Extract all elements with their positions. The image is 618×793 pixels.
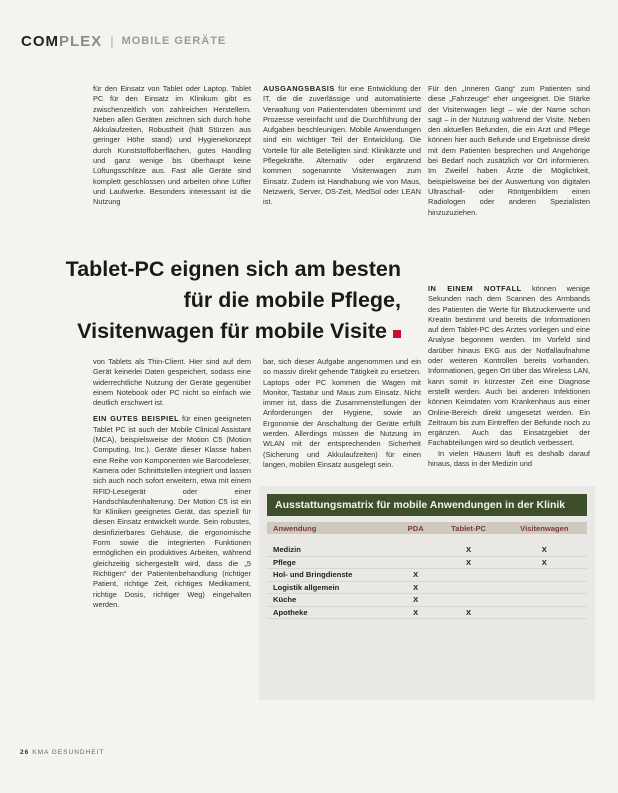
table-header-row [267, 522, 587, 534]
paragraph: für den Einsatz von Tablet oder Laptop. Tablet PC für den Einsatz im Klinikum gibt es zwischenzeitlich von zahlreichen Herstellern. Neben allen Geräten zeichnen sich durch hohe Akkulaufzeiten, Robustheit (hält Stürzen aus geringer Höhe stand) und Hygienekonzept durch Kunststoffoberflächen, gutes Handling und ganz wenige bis überhaupt keine Lüftungsschlitze aus. Fast alle Geräte sind komplett geschlossen und arbeiten ohne Lüfter und Laufwerke. Besonders interessant ist die Nutzung [93, 84, 251, 207]
column-header: Tablet-PC [436, 522, 502, 534]
matrix-cell [502, 594, 587, 607]
pull-quote-line: für die mobile Pflege, [183, 288, 401, 312]
paragraph: von Tablets als Thin-Client. Hier sind auf dem Gerät keinerlei Daten gespeichert, sodass eine widerrechtliche Nutzung der Geräte gegenüber einem Notebook oder PC nicht so einfach wie deutlich erschwert ist. [93, 357, 251, 408]
matrix-cell [396, 544, 436, 556]
column-1-top [93, 84, 251, 244]
column-header: Anwendung [267, 522, 396, 534]
page-footer [20, 749, 104, 756]
row-label: Hol- und Bringdienste [267, 569, 396, 582]
matrix-cell: X [436, 544, 502, 556]
paragraph: EIN GUTES BEISPIEL für einen geeigneten Tablet PC ist auch der Mobile Clinical Assistant (MCA), beispielsweise der Motion C5 (Motion Computing, Inc.). Geräte dieser Klasse haben eine Reihe von Komponenten wie Barcodeleser, Kamera oder Schnittstellen integriert und lassen sich auch noch sofort erweitern, etwa mit einem RFID-Lesegerät oder einer Handschlaufenhalterung. Der Motion C5 ist ein für Kliniken geeignetes Gerät, das speziell für diesen Einsatz entwickelt wurde. Sein robustes, desinfizierbares Gehäuse, die ergonomische Form sowie die integrierten Funktionen ermöglichen ein produktives Arbeiten, während gleichzeitig sichergestellt wird, dass die „5 Richtigen“ der Patientenbehandlung (richtiger Patient, richtige Zeit, richtiges Medikament, richtige Dosis, richtiger Weg) eingehalten werden. [93, 414, 251, 609]
column-3-bottom [428, 284, 590, 472]
paragraph: Für den „Inneren Gang“ zum Patienten sind diese „Fahrzeuge“ eher ungeeignet. Die Stärke der Visitenwagen liegt – wie der Name schon sagt – in der Nutzung während der Visite. Neben den aktuellen Befunden, die ein Arzt und Pflege können hier auch Befunde und Ergebnisse direkt mit dem Patienten besprechen und Angehörige bei Bedarf noch zusätzlich vor Ort informieren. Im Zweifel haben Ärzte die Möglichkeit, beispielsweise bei der Auswertung von digitalen Ultraschall- oder Röntgenbildern einen Radiologen oder anderen Spezialisten hinzuzuziehen. [428, 84, 590, 217]
matrix-cell [436, 581, 502, 594]
pull-quote-line: Tablet-PC eignen sich am besten [65, 257, 401, 281]
row-label: Medizin [267, 544, 396, 556]
matrix-title: Ausstattungsmatrix für mobile Anwendungen in der Klinik [267, 494, 587, 516]
page-header [21, 32, 226, 50]
paragraph: IN EINEM NOTFALL können wenige Sekunden nach dem Scannen des Armbands des Patienten die Werte für Blutzuckerwerte und Kreatin bestimmt und bereits die Informationen auf dem Tablet-PC des Arztes vorliegen und eine Analyse begonnen werden. Im Vorfeld sind darüber hinaus EKG aus der Notfallaufnahme oder weiteren Kontrollen bereits vorhanden. Informationen, gegen Ort über das Wireless LAN, kann somit in kürzester Zeit eine Diagnose erstellt werden. Auch bei anderen Infektionen können Keimdaten vom Krankenhaus aus einer Online-Bereich direkt umgesetzt werden. Ein Zeitraum bis zum Eintreffen der Befunde noch zu ergänzen. Auch das Einsatzgebiet der Fachabteilungen wird so deutlich verbessert. [428, 284, 590, 448]
matrix-cell: X [396, 594, 436, 607]
run-in-head: EIN GUTES BEISPIEL [93, 414, 180, 424]
paragraph: bar, sich dieser Aufgabe angenommen und ein so massiv direkt gehende Tätigkeit zu ersetzen. Laptops oder PC kommen die Wagen mit Monitor, Tastatur und Maus zum Einsatz. Nicht immer ist, dass die Zusammenstellungen der Anforderungen der Hygiene, sowie an Ergonomie der Anschaltung der Geräte erfüllt werden. Allerdings müssen die Nutzung im WLAN mit der entsprechenden Sicherheit (Sicherung und Akkulaufzeiten) für einen langen, mobilen Einsatz ausgelegt sein. [263, 357, 421, 469]
matrix-cell: X [396, 606, 436, 619]
pull-quote [26, 254, 401, 347]
matrix-cell: X [502, 556, 587, 569]
column-1-bottom [93, 357, 251, 745]
table-row [267, 569, 587, 582]
row-label: Küche [267, 594, 396, 607]
table-row [267, 594, 587, 607]
matrix-cell: X [396, 569, 436, 582]
matrix-cell: X [436, 556, 502, 569]
matrix-cell [502, 606, 587, 619]
row-label: Logistik allgemein [267, 581, 396, 594]
header-divider: | [110, 33, 114, 49]
section-label: MOBILE GERÄTE [121, 35, 227, 47]
column-3-top [428, 84, 590, 274]
run-in-head: AUSGANGSBASIS [263, 84, 335, 93]
matrix-cell [502, 581, 587, 594]
table-row [267, 581, 587, 594]
matrix-cell [436, 569, 502, 582]
matrix-table [267, 522, 587, 619]
magazine-name: KMA GESUNDHEIT [32, 749, 105, 756]
matrix-cell: X [396, 581, 436, 594]
row-label: Pflege [267, 556, 396, 569]
accent-square [393, 330, 401, 338]
spacer-row [267, 534, 587, 544]
page-number: 26 [20, 749, 30, 756]
paragraph: In vielen Häusern läuft es deshalb darauf hinaus, dass in der Medizin und [428, 448, 590, 469]
matrix-box [259, 486, 595, 700]
matrix-cell: X [502, 544, 587, 556]
brand-label: COMPLEX [21, 32, 103, 50]
table-row [267, 556, 587, 569]
paragraph: AUSGANGSBASIS für eine Entwicklung der IT, die die zuverlässige und automatisierte Verwaltung von Patientendaten übernimmt und Prozesse vereinfacht und die Durchführung der Aufgaben beschleunigen. Mobile Anwendungen sind ein wichtiger Teil der Entwicklung. Die Vorteile für alle Beteiligten sind: Klinikärzte und Pflegekräfte. Alternativ oder ergänzend kommen sogenannte Visitenwagen zum Einsatz. Zudem ist Handhabung wie von Maus, Netzwerk, Server, OS-Zeit, MedSol oder LEAN ist. [263, 84, 421, 207]
column-header: Visitenwagen [502, 522, 587, 534]
run-in-head: IN EINEM NOTFALL [428, 284, 522, 293]
table-row [267, 606, 587, 619]
matrix-cell [396, 556, 436, 569]
table-row [267, 544, 587, 556]
matrix-cell [502, 569, 587, 582]
column-header: PDA [396, 522, 436, 534]
column-2-top [263, 84, 421, 244]
matrix-cell [436, 594, 502, 607]
row-label: Apotheke [267, 606, 396, 619]
pull-quote-line: Visitenwagen für mobile Visite [77, 319, 387, 343]
matrix-cell: X [436, 606, 502, 619]
column-2-bottom [263, 357, 421, 477]
